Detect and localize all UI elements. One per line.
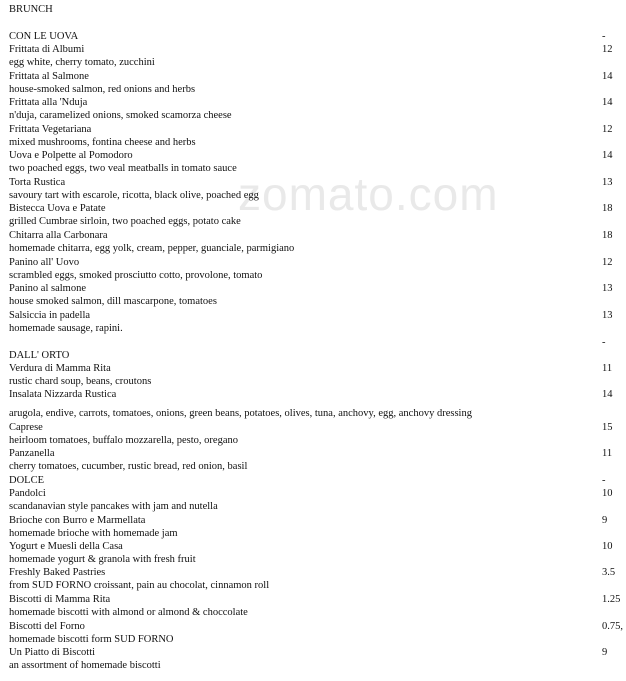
item-name: Brioche con Burro e Marmellata — [9, 515, 146, 526]
item-name: Verdura di Mamma Rita — [9, 363, 111, 374]
menu-title: BRUNCH — [9, 4, 53, 15]
item-desc: rustic chard soup, beans, croutons — [9, 376, 152, 387]
item-desc: scrambled eggs, smoked prosciutto cotto, provolone, tomato — [9, 270, 263, 281]
section-heading-orto: DALL' ORTO — [9, 350, 70, 361]
item-desc: homemade biscotti with almond or almond & choccolate — [9, 607, 248, 618]
item-name: Frittata di Albumi — [9, 44, 85, 55]
item-desc: an assortment of homemade biscotti — [9, 660, 161, 671]
item-name: Caprese — [9, 422, 43, 433]
section-heading-dolce: DOLCE — [9, 475, 44, 486]
item-price: 14 — [602, 389, 613, 400]
item-name: Biscotti di Mamma Rita — [9, 594, 111, 605]
item-desc: egg white, cherry tomato, zucchini — [9, 57, 155, 68]
item-name: Insalata Nizzarda Rustica — [9, 389, 117, 400]
item-name: Freshly Baked Pastries — [9, 567, 106, 578]
item-desc: homemade sausage, rapini. — [9, 323, 123, 334]
item-price: 1.25 — [602, 594, 621, 605]
item-name: Torta Rustica — [9, 177, 66, 188]
item-desc: from SUD FORNO croissant, pain au chocolat, cinnamon roll — [9, 580, 270, 591]
item-price: 14 — [602, 71, 613, 82]
item-price: 14 — [602, 150, 613, 161]
item-desc: homemade yogurt & granola with fresh fruit — [9, 554, 196, 565]
item-name: Un Piatto di Biscotti — [9, 647, 96, 658]
item-price: 12 — [602, 124, 613, 135]
item-price: 13 — [602, 177, 613, 188]
section-heading-uova: CON LE UOVA — [9, 31, 79, 42]
item-price: 11 — [602, 363, 613, 374]
item-price: 13 — [602, 283, 613, 294]
item-name: Panino al salmone — [9, 283, 86, 294]
item-name: Chitarra alla Carbonara — [9, 230, 108, 241]
item-desc: heirloom tomatoes, buffalo mozzarella, pesto, oregano — [9, 435, 238, 446]
item-desc: arugola, endive, carrots, tomatoes, onions, green beans, potatoes, olives, tuna, anchovy, egg, anchovy dressing — [9, 408, 472, 419]
item-desc: house-smoked salmon, red onions and herbs — [9, 84, 196, 95]
item-price: 15 — [602, 422, 613, 433]
item-price: 10 — [602, 488, 613, 499]
item-desc: savoury tart with escarole, ricotta, black olive, poached egg — [9, 190, 259, 201]
item-name: Uova e Polpette al Pomodoro — [9, 150, 133, 161]
item-name: Pandolci — [9, 488, 46, 499]
item-price: 9 — [602, 515, 608, 526]
item-name: Frittata alla 'Nduja — [9, 97, 88, 108]
item-price: 12 — [602, 257, 613, 268]
item-name: Frittata al Salmone — [9, 71, 89, 82]
section-price-dash: - — [602, 31, 606, 42]
item-price: 18 — [602, 230, 613, 241]
item-name: Panzanella — [9, 448, 55, 459]
item-name: Bistecca Uova e Patate — [9, 203, 106, 214]
item-name: Biscotti del Forno — [9, 621, 85, 632]
section-price-dash: - — [602, 337, 606, 348]
item-name: Panino all' Uovo — [9, 257, 80, 268]
item-price: 10 — [602, 541, 613, 552]
item-name: Salsiccia in padella — [9, 310, 91, 321]
item-price: 3.5 — [602, 567, 616, 578]
item-price: 9 — [602, 647, 608, 658]
item-price: 11 — [602, 448, 613, 459]
item-price: 0.75, — [602, 621, 623, 632]
item-price: 14 — [602, 97, 613, 108]
item-name: Frittata Vegetariana — [9, 124, 92, 135]
zomato-watermark: zomato.com — [238, 168, 499, 220]
section-price-dash: - — [602, 475, 606, 486]
item-desc: grilled Cumbrae sirloin, two poached eggs, potato cake — [9, 216, 241, 227]
item-price: 12 — [602, 44, 613, 55]
item-desc: homemade chitarra, egg yolk, cream, pepper, guanciale, parmigiano — [9, 243, 295, 254]
item-name: Yogurt e Muesli della Casa — [9, 541, 123, 552]
item-desc: scandanavian style pancakes with jam and nutella — [9, 501, 218, 512]
item-price: 18 — [602, 203, 613, 214]
item-desc: two poached eggs, two veal meatballs in tomato sauce — [9, 163, 237, 174]
item-desc: cherry tomatoes, cucumber, rustic bread, red onion, basil — [9, 461, 248, 472]
item-desc: homemade brioche with homemade jam — [9, 528, 178, 539]
item-desc: n'duja, caramelized onions, smoked scamorza cheese — [9, 110, 232, 121]
item-desc: house smoked salmon, dill mascarpone, tomatoes — [9, 296, 217, 307]
item-desc: homemade biscotti form SUD FORNO — [9, 634, 174, 645]
item-desc: mixed mushrooms, fontina cheese and herbs — [9, 137, 196, 148]
item-price: 13 — [602, 310, 613, 321]
